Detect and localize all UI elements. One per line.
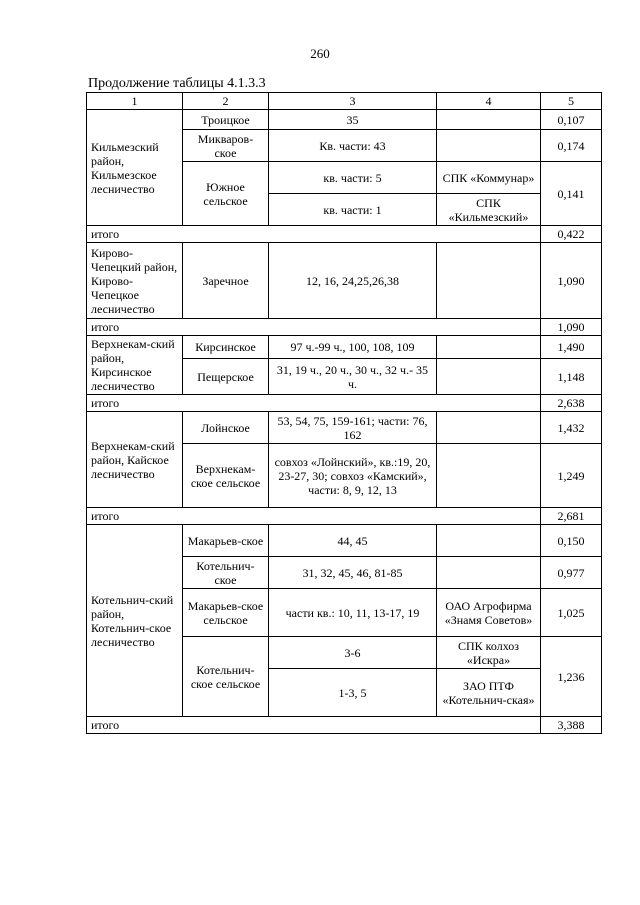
- user-cell: ОАО Агрофирма «Знамя Советов»: [437, 589, 541, 637]
- quarters-cell: 1-3, 5: [269, 669, 437, 717]
- user-cell: СПК «Коммунар»: [437, 162, 541, 194]
- district-cell: Верхнекам-ский район, Кирсинское лесничество: [87, 336, 183, 395]
- forestry-cell: Котельнич-ское: [183, 557, 269, 589]
- quarters-cell: 31, 19 ч., 20 ч., 30 ч., 32 ч.- 35 ч.: [269, 359, 437, 395]
- user-cell: [437, 130, 541, 162]
- user-cell: [437, 359, 541, 395]
- user-cell: ЗАО ПТФ «Котельнич-ская»: [437, 669, 541, 717]
- forestry-cell: Кирсинское: [183, 336, 269, 359]
- quarters-cell: 35: [269, 110, 437, 130]
- quarters-cell: 97 ч.-99 ч., 100, 108, 109: [269, 336, 437, 359]
- table-row: [87, 243, 602, 319]
- user-cell: [437, 444, 541, 508]
- area-cell: 1,490: [541, 336, 602, 359]
- total-label: итого: [87, 508, 541, 525]
- forest-table: [86, 92, 602, 734]
- total-value: 2,681: [541, 508, 602, 525]
- total-label: итого: [87, 395, 541, 412]
- header-cell: 1: [87, 93, 183, 110]
- user-cell: [437, 412, 541, 444]
- quarters-cell: 12, 16, 24,25,26,38: [269, 243, 437, 319]
- forestry-cell: Заречное: [183, 243, 269, 319]
- quarters-cell: 3-6: [269, 637, 437, 669]
- district-cell: Кирово-Чепецкий район, Кирово-Чепецкое лесничество: [87, 243, 183, 319]
- district-cell: Котельнич-ский район, Котельнич-ское лесничество: [87, 525, 183, 717]
- area-cell: 1,249: [541, 444, 602, 508]
- area-cell: 0,107: [541, 110, 602, 130]
- table-row: [87, 110, 602, 130]
- user-cell: [437, 110, 541, 130]
- total-label: итого: [87, 717, 541, 734]
- forestry-cell: Южное сельское: [183, 162, 269, 226]
- area-cell: 1,148: [541, 359, 602, 395]
- quarters-cell: совхоз «Лойнский», кв.:19, 20, 23-27, 30; совхоз «Камский», части: 8, 9, 12, 13: [269, 444, 437, 508]
- total-row: [87, 319, 602, 336]
- user-cell: [437, 525, 541, 557]
- forestry-cell: Верхнекам-ское сельское: [183, 444, 269, 508]
- area-cell: 1,090: [541, 243, 602, 319]
- total-label: итого: [87, 226, 541, 243]
- district-cell: Кильмезский район, Кильмезское лесничество: [87, 110, 183, 226]
- total-row: [87, 226, 602, 243]
- header-row: [87, 93, 602, 110]
- area-cell: 0,141: [541, 162, 602, 226]
- table-row: [87, 336, 602, 359]
- user-cell: СПК колхоз «Искра»: [437, 637, 541, 669]
- area-cell: 0,977: [541, 557, 602, 589]
- quarters-cell: кв. части: 1: [269, 194, 437, 226]
- forestry-cell: Пещерское: [183, 359, 269, 395]
- header-cell: 4: [437, 93, 541, 110]
- quarters-cell: кв. части: 5: [269, 162, 437, 194]
- quarters-cell: части кв.: 10, 11, 13-17, 19: [269, 589, 437, 637]
- quarters-cell: 53, 54, 75, 159-161; части: 76, 162: [269, 412, 437, 444]
- forestry-cell: Котельнич-ское сельское: [183, 637, 269, 717]
- header-cell: 3: [269, 93, 437, 110]
- header-cell: 5: [541, 93, 602, 110]
- area-cell: 0,150: [541, 525, 602, 557]
- quarters-cell: 31, 32, 45, 46, 81-85: [269, 557, 437, 589]
- page-number: 260: [310, 46, 330, 61]
- total-row: [87, 395, 602, 412]
- forestry-cell: Макарьев-ское сельское: [183, 589, 269, 637]
- user-cell: [437, 243, 541, 319]
- forestry-cell: Макарьев-ское: [183, 525, 269, 557]
- total-value: 0,422: [541, 226, 602, 243]
- table-row: [87, 412, 602, 444]
- table-caption: Продолжение таблицы 4.1.3.3: [88, 76, 266, 91]
- forestry-cell: Троицкое: [183, 110, 269, 130]
- total-value: 1,090: [541, 319, 602, 336]
- quarters-cell: Кв. части: 43: [269, 130, 437, 162]
- total-label: итого: [87, 319, 541, 336]
- forestry-cell: Микваров-ское: [183, 130, 269, 162]
- area-cell: 0,174: [541, 130, 602, 162]
- total-value: 3,388: [541, 717, 602, 734]
- user-cell: [437, 336, 541, 359]
- header-cell: 2: [183, 93, 269, 110]
- total-value: 2,638: [541, 395, 602, 412]
- area-cell: 1,432: [541, 412, 602, 444]
- area-cell: 1,025: [541, 589, 602, 637]
- total-row: [87, 508, 602, 525]
- user-cell: СПК «Кильмезский»: [437, 194, 541, 226]
- quarters-cell: 44, 45: [269, 525, 437, 557]
- district-cell: Верхнекам-ский район, Кайское лесничество: [87, 412, 183, 508]
- table-row: [87, 525, 602, 557]
- area-cell: 1,236: [541, 637, 602, 717]
- total-row: [87, 717, 602, 734]
- user-cell: [437, 557, 541, 589]
- forestry-cell: Лойнское: [183, 412, 269, 444]
